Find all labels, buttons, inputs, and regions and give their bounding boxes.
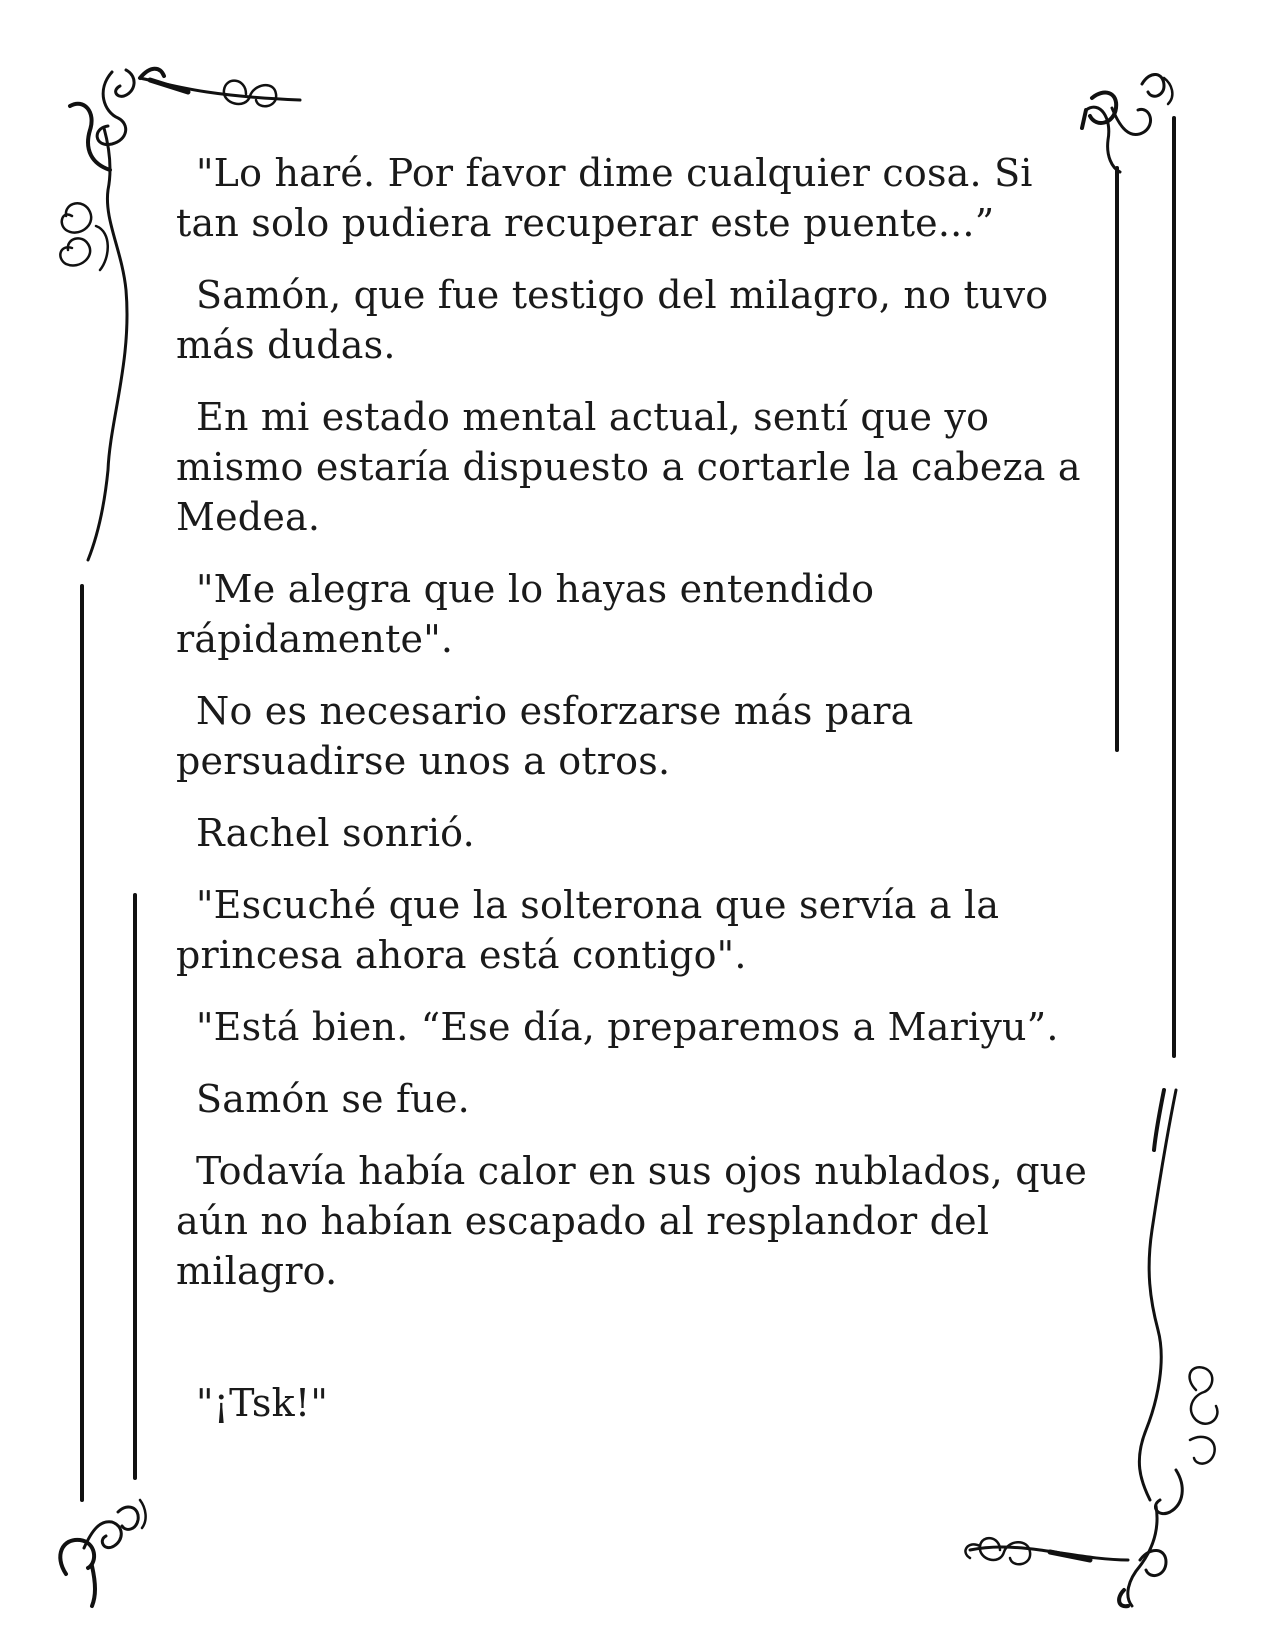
paragraph: Samón, que fue testigo del milagro, no tuvo más dudas. [176, 273, 1049, 367]
right-lower-curve-accent [1154, 1090, 1164, 1150]
paragraph: "¡Tsk!" [196, 1381, 329, 1425]
paragraph: Rachel sonrió. [196, 811, 475, 855]
paragraph: "Lo haré. Por favor dime cualquier cosa. Si tan solo pudiera recuperar este puente...” [176, 151, 1033, 245]
paragraph: Todavía había calor en sus ojos nublados, que aún no habían escapado al resplandor del milagro. [176, 1149, 1088, 1293]
right-lower-curve [1139, 1090, 1176, 1500]
paragraph: En mi estado mental actual, sentí que yo mismo estaría dispuesto a cortarle la cabeza a Medea. [176, 395, 1081, 539]
paragraph: "Está bien. “Ese día, preparemos a Mariyu”. [196, 1005, 1059, 1049]
paragraph: "Escuché que la solterona que servía a la princesa ahora está contigo". [176, 883, 1000, 977]
paragraph: No es necesario esforzarse más para persuadirse unos a otros. [176, 689, 914, 783]
story-text [176, 148, 1106, 1428]
paragraph: "Me alegra que lo hayas entendido rápidamente". [176, 567, 875, 661]
bottom-left-flourish-icon [60, 1500, 145, 1606]
paragraph: Samón se fue. [196, 1077, 470, 1121]
